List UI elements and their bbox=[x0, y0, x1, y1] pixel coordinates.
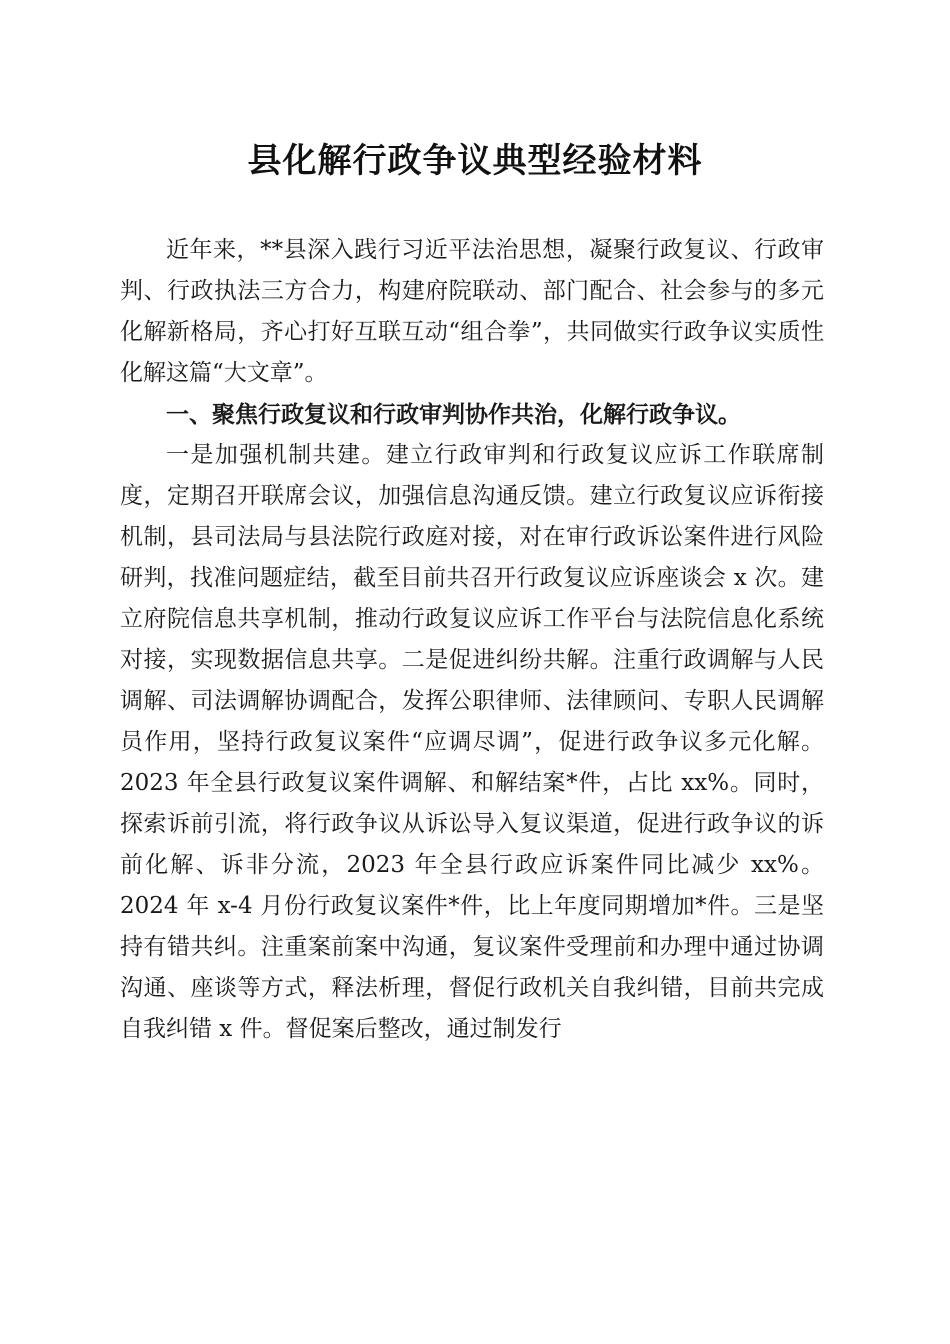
section-1-body: 建立行政审判和行政复议应诉工作联席制度，定期召开联席会议，加强信息沟通反馈。建立行政复议应诉衔接机制，县司法局与县法院行政庭对接，对在审行政诉讼案件进行风险研判，找准问题症结，截至目前共召开行政复议应诉座谈会 x 次。建立府院信息共享机制，推动行政复议应诉工作平台与法院信息化系统对接，实现数据信息共享。二是促进纠纷共解。注重行政调解与人民调解、司法调解协调配合，发挥公职律师、法律顾问、专职人民调解员作用，坚持行政复议案件“应调尽调”，促进行政争议多元化解。2023 年全县行政复议案件调解、和解结案*件，占比 xx%。同时，探索诉前引流，将行政争议从诉讼导入复议渠道，促进行政争议的诉前化解、诉非分流，2023 年全县行政应诉案件同比减少 xx%。2024 年 x-4 月份行政复议案件*件，比上年度同期增加*件。三是坚持有错共纠。注重案前案中沟通，复议案件受理前和办理中通过协调沟通、座谈等方式，释法析理，督促行政机关自我纠错，目前共完成自我纠错 x 件。督促案后整改，通过制发行 bbox=[120, 442, 825, 1042]
section-heading-1: 一、聚焦行政复议和行政审判协作共治，化解行政争议。 bbox=[166, 401, 741, 428]
document-body bbox=[120, 230, 824, 1050]
document-title: 县化解行政争议典型经验材料 bbox=[247, 141, 703, 181]
section-1-paragraph bbox=[120, 435, 824, 1050]
section-1-lead: 一是加强机制共建。 bbox=[166, 442, 386, 468]
intro-paragraph: 近年来，**县深入践行习近平法治思想，凝聚行政复议、行政审判、行政执法三方合力，构建府院联动、部门配合、社会参与的多元化解新格局，齐心打好互联互动“组合拳”，共同做实行政争议实质性化解这篇“大文章”。 bbox=[120, 237, 824, 386]
